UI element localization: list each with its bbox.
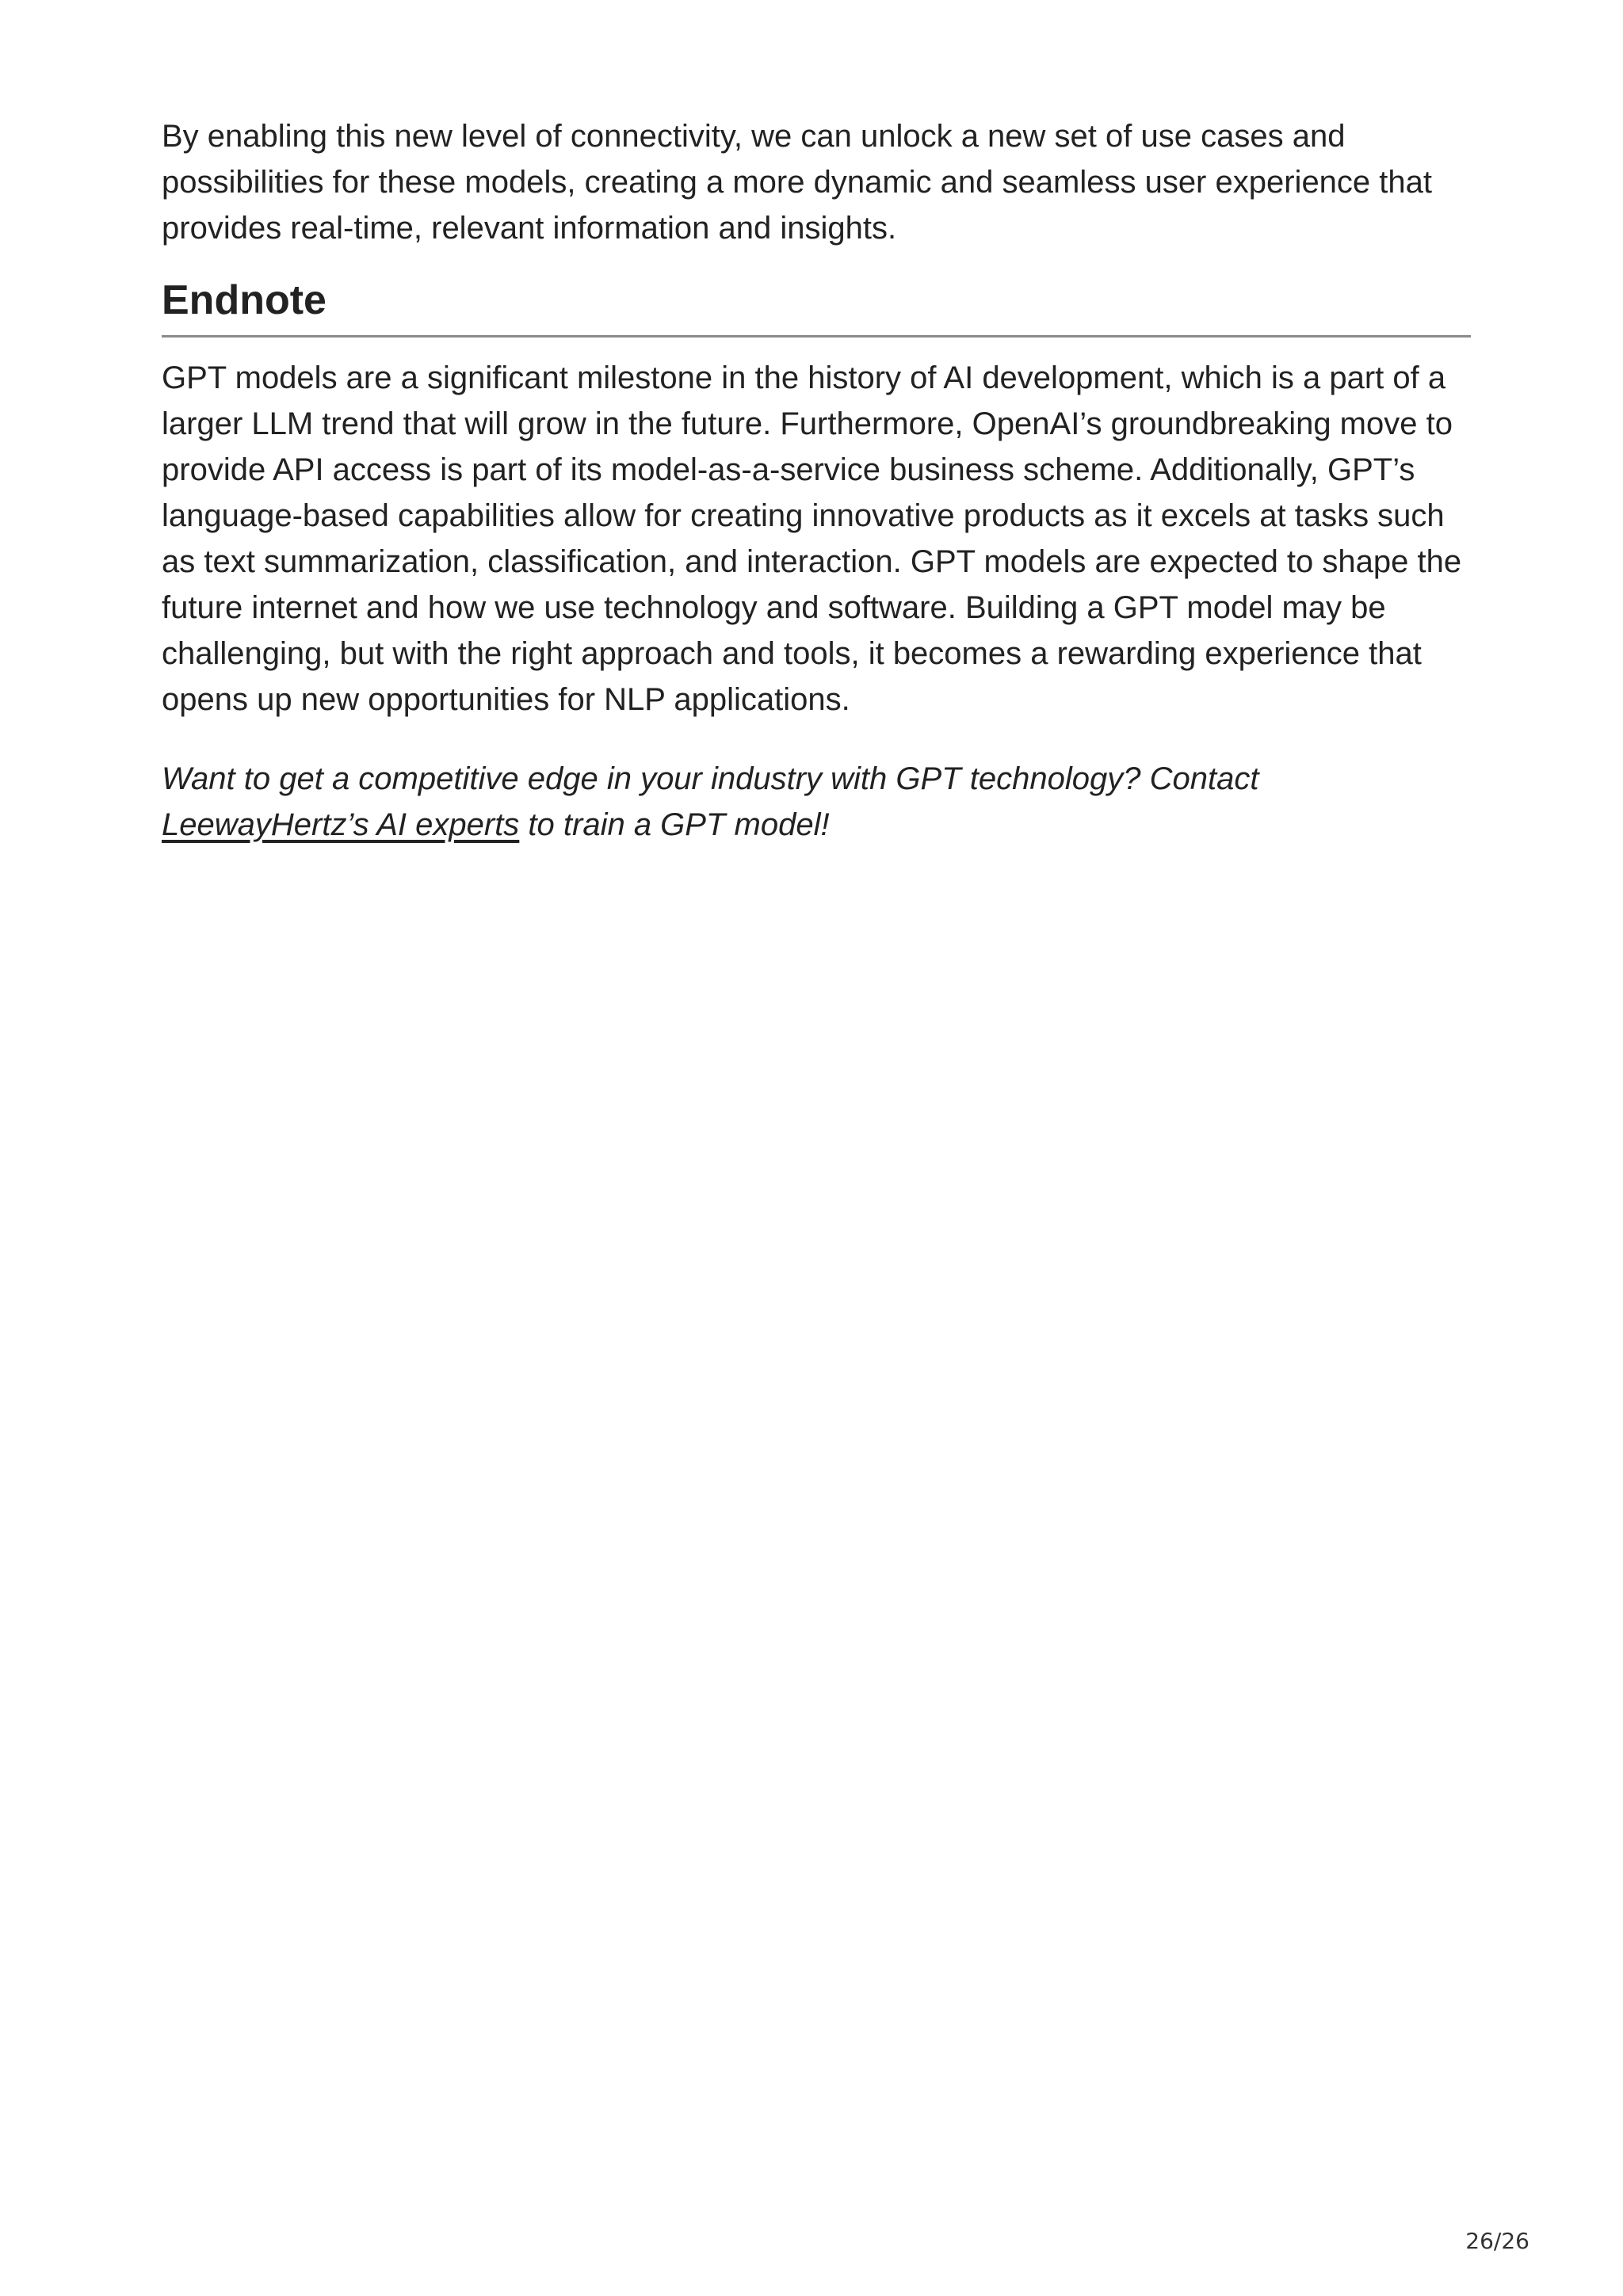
ai-experts-link[interactable]: LeewayHertz’s AI experts [162, 807, 520, 842]
document-page [162, 0, 1471, 848]
page-number: 26/26 [1465, 2228, 1529, 2254]
section-heading-endnote: Endnote [162, 275, 1471, 338]
cta-prefix: Want to get a competitive edge in your industry with GPT technology? Contact [162, 761, 1259, 796]
call-to-action [162, 756, 1471, 848]
endnote-paragraph: GPT models are a significant milestone in the history of AI development, which is a part of a larger LLM trend that will grow in the future. Furthermore, OpenAI’s groundbreaking move to provide API access is part of its model-as-a-service business scheme. Additionally, GPT’s language-based capabilities allow for creating innovative products as it excels at tasks such as text summarization, classification, and interaction. GPT models are expected to shape the future internet and how we use technology and software. Building a GPT model may be challenging, but with the right approach and tools, it becomes a rewarding experience that opens up new opportunities for NLP applications. [162, 360, 1462, 717]
cta-suffix: to train a GPT model! [519, 807, 830, 842]
intro-paragraph: By enabling this new level of connectivity, we can unlock a new set of use cases and possibilities for these models, creating a more dynamic and seamless user experience that provides real-time, relevant information and insights. [162, 119, 1433, 246]
